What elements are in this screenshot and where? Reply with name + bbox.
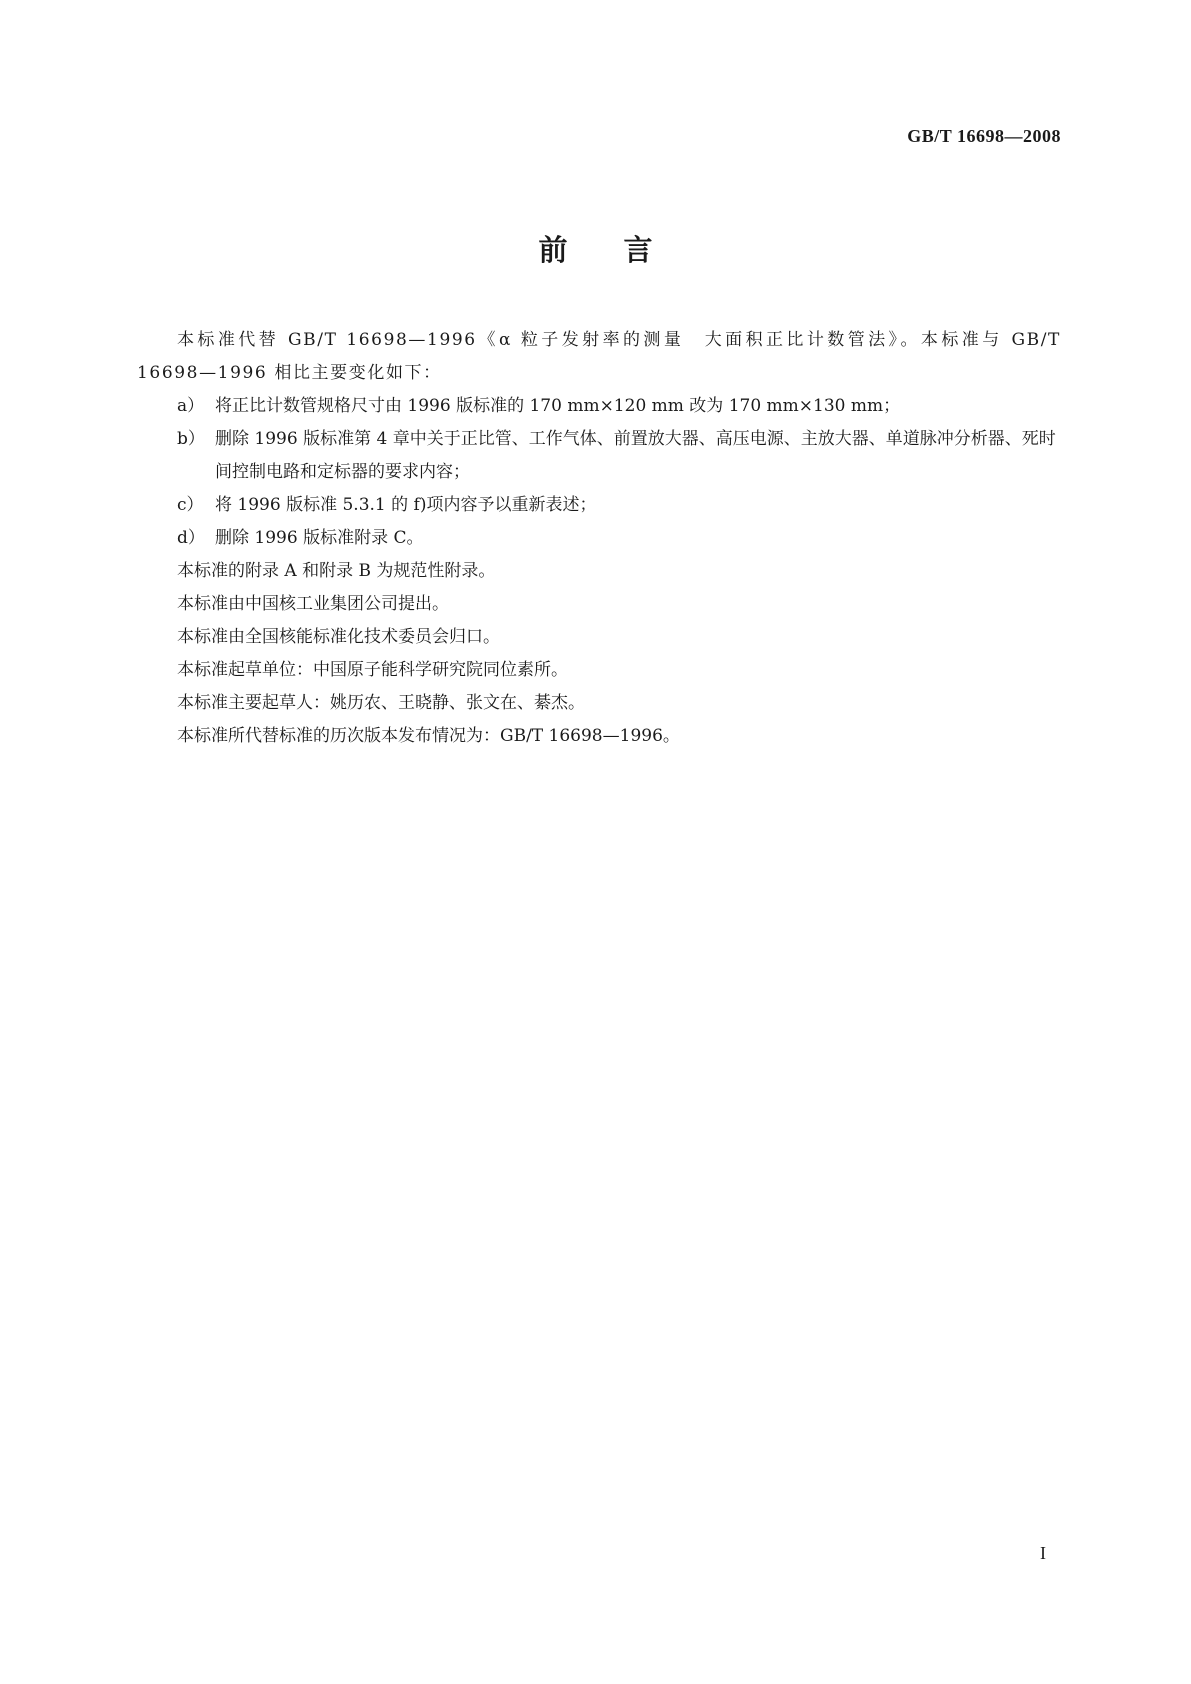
standard-code-header: GB/T 16698—2008 xyxy=(907,126,1061,146)
changes-list xyxy=(137,390,1061,555)
list-item-marker: b） xyxy=(177,429,205,449)
drafters-statement: 本标准主要起草人：姚历农、王晓静、张文在、綦杰。 xyxy=(177,693,585,713)
version-history-statement: 本标准所代替标准的历次版本发布情况为：GB/T 16698—1996。 xyxy=(177,726,680,746)
list-item xyxy=(137,522,1061,555)
foreword-body xyxy=(137,324,1061,753)
list-item xyxy=(137,390,1061,423)
proposer-statement: 本标准由中国核工业集团公司提出。 xyxy=(177,594,449,614)
list-item xyxy=(137,489,1061,522)
drafting-unit-statement: 本标准起草单位：中国原子能科学研究院同位素所。 xyxy=(177,660,568,680)
page-title: 前言 xyxy=(538,233,709,267)
list-item-marker: d） xyxy=(177,528,205,548)
list-item xyxy=(137,423,1061,489)
list-item-text: 将 1996 版标准 5.3.1 的 f)项内容予以重新表述； xyxy=(215,495,597,515)
list-item-text: 删除 1996 版标准第 4 章中关于正比管、工作气体、前置放大器、高压电源、主放大器、单道脉冲分析器、死时间控制电路和定标器的要求内容； xyxy=(215,429,1056,482)
list-item-text: 删除 1996 版标准附录 C。 xyxy=(215,528,424,548)
page-number: I xyxy=(1040,1543,1046,1563)
list-item-marker: a） xyxy=(177,396,205,416)
annex-statement: 本标准的附录 A 和附录 B 为规范性附录。 xyxy=(177,561,496,581)
list-item-marker: c） xyxy=(177,495,204,515)
committee-statement: 本标准由全国核能标准化技术委员会归口。 xyxy=(177,627,500,647)
list-item-text: 将正比计数管规格尺寸由 1996 版标准的 170 mm×120 mm 改为 170 mm×130 mm； xyxy=(215,396,901,416)
intro-paragraph: 本标准代替 GB/T 16698—1996《α 粒子发射率的测量 大面积正比计数管法》。本标准与 GB/T 16698—1996 相比主要变化如下： xyxy=(137,330,1061,383)
